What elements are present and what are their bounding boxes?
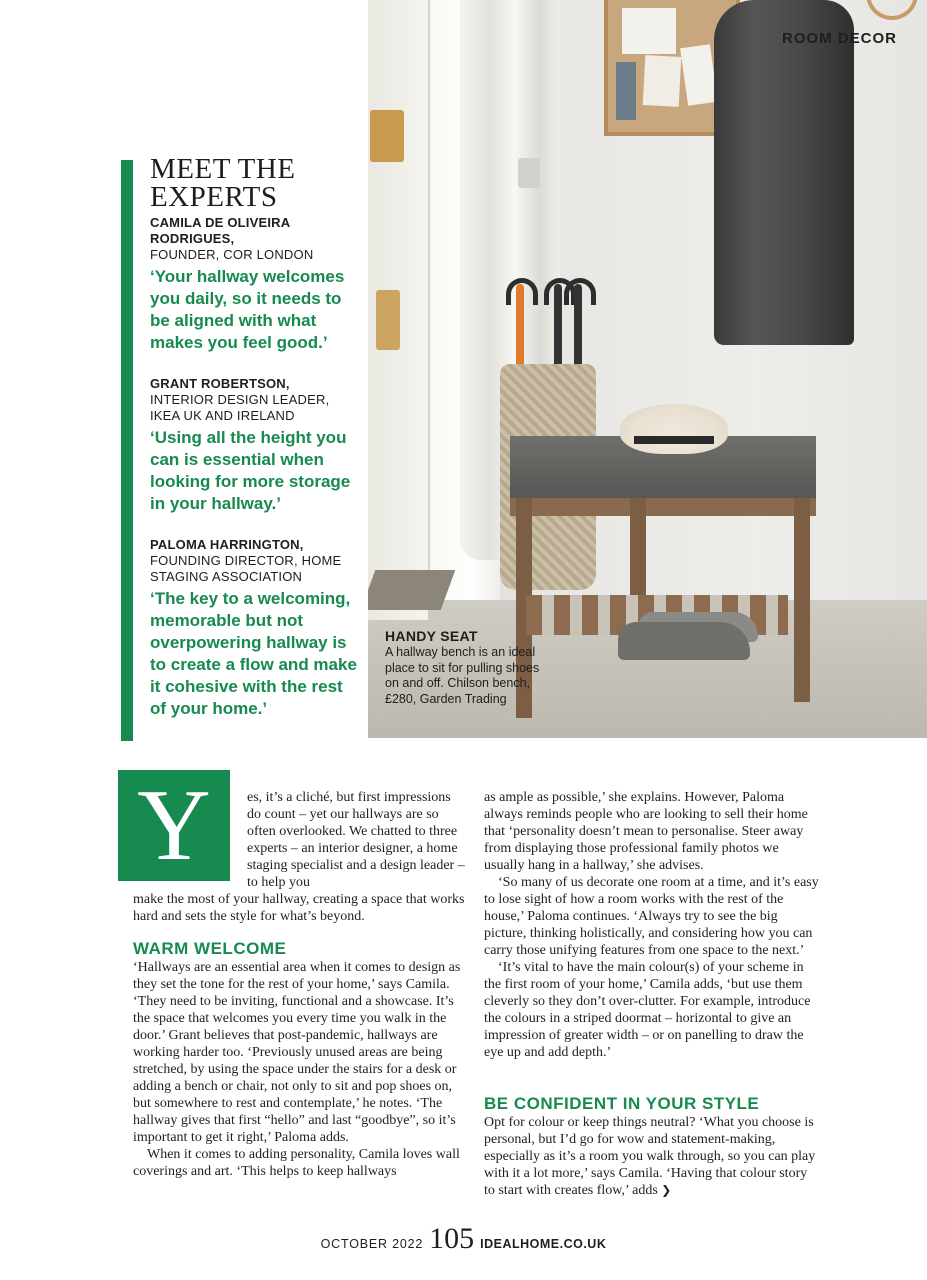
hallway-photo	[368, 0, 927, 738]
photo-bench-leg	[794, 498, 810, 702]
photo-umbrella	[516, 284, 524, 368]
article-lead-beside-dropcap: es, it’s a cliché, but first impressions do count – yet our hallways are so often overlooked. We chatted to three experts – an interior designer, a home staging specialist and a design leader – to help you	[247, 790, 465, 890]
section-label: ROOM DECOR	[782, 30, 897, 47]
photo-doormat	[368, 570, 455, 610]
article-lead-continued: make the most of your hallway, creating a space that works hard and sets the style for what’s beyond.	[133, 892, 465, 924]
subhead-warm-welcome: WARM WELCOME	[133, 939, 287, 958]
article-column-2-lower	[484, 1094, 820, 1199]
experts-title-line1: MEET THE	[150, 153, 296, 185]
photo-umbrella	[554, 284, 562, 368]
expert-quote: ‘Using all the height you can is essential when looking for more storage in your hallway.’	[150, 428, 351, 513]
expert-name: PALOMA HARRINGTON,	[150, 537, 304, 552]
expert-item	[150, 215, 358, 354]
caption-body: A hallway bench is an ideal place to sit for pulling shoes on and off. Chilson bench, £280, Garden Trading	[385, 645, 540, 706]
photo-bench-frame	[510, 498, 816, 516]
experts-title-line2: EXPERTS	[150, 181, 278, 213]
photo-pinned-note	[643, 55, 682, 107]
expert-quote: ‘Your hallway welcomes you daily, so it needs to be aligned with what makes you feel good.’	[150, 267, 345, 352]
expert-name: CAMILA DE OLIVEIRA RODRIGUES,	[150, 215, 290, 246]
photo-coat	[714, 0, 854, 345]
photo-door-latch	[370, 110, 404, 162]
photo-shoe	[618, 622, 750, 660]
article-paragraph: ‘It’s vital to have the main colour(s) of your scheme in the first room of your home,’ Camila adds, ‘but use them cleverly so they don’t over-clutter. For example, introduce the colours in a striped doormat – horizontal to give an impression of greater width – or on panelling to draw the eye up and add depth.’	[484, 960, 811, 1060]
expert-name: GRANT ROBERTSON,	[150, 376, 290, 391]
page-footer	[0, 1224, 927, 1254]
subhead-be-confident: BE CONFIDENT IN YOUR STYLE	[484, 1094, 760, 1113]
drop-cap: Y	[118, 770, 230, 881]
photo-hat-band	[634, 436, 714, 444]
experts-title	[150, 155, 358, 211]
experts-panel	[150, 155, 358, 742]
article-column-1	[133, 939, 467, 1180]
expert-role: FOUNDER, COR LONDON	[150, 247, 314, 262]
caption-title: HANDY SEAT	[385, 628, 478, 644]
article-paragraph: ‘So many of us decorate one room at a time, and it’s easy to lose sight of how a room works with the rest of the house,’ Paloma continues. ‘Always try to see the big picture, thinking holistically, and considering how you can carry those unifying features from one space to the next.’	[484, 875, 819, 958]
continue-arrow-icon: ❯	[661, 1183, 672, 1197]
photo-pinned-photo	[616, 62, 636, 120]
article-paragraph: ‘Hallways are an essential area when it comes to design as they set the tone for the rest of your home,’ says Camila. ‘They need to be inviting, functional and a showcase. It’s the space that welcomes you every time you walk in the door.’ Grant believes that post-pandemic, hallways are working harder too. ‘Previously unused areas are being stretched, by using the space under the stairs for a desk or adding a bench or chair, not only to sit and pop shoes on, but somewhere to rest and contemplate,’ he notes. ‘The hallway gives that first “hello” and last “goodbye”, so it’s important to get it right,’ Paloma adds.	[133, 960, 461, 1145]
expert-role: INTERIOR DESIGN LEADER, IKEA UK AND IRELAND	[150, 392, 330, 423]
footer-issue-date: OCTOBER 2022	[320, 1237, 424, 1251]
article-paragraph: as ample as possible,’ she explains. However, Paloma always reminds people who are looking to sell their home that ‘personality doesn’t mean to personalise. Steer away from displaying those professional family photos we usually hang in a hallway,’ she advises.	[484, 790, 808, 873]
article-paragraph: Opt for colour or keep things neutral? ‘What you choose is personal, but I’d go for wow and statement-making, especially as it’s a room you walk through, so you can play with it a lot more,’ says Camila. ‘Having that colour story to start with creates flow,’ adds ❯	[484, 1115, 816, 1198]
article-column-2	[484, 789, 820, 1061]
footer-website: IDEALHOME.CO.UK	[480, 1237, 607, 1251]
article-paragraph: When it comes to adding personality, Camila loves wall coverings and art. ‘This helps to keep hallways	[133, 1147, 460, 1179]
photo-pinned-note	[622, 8, 676, 54]
photo-hat	[620, 404, 728, 454]
photo-curtain-tieback	[518, 158, 540, 188]
page-number: 105	[429, 1222, 475, 1255]
expert-item	[150, 537, 358, 720]
expert-quote: ‘The key to a welcoming, memorable but not overpowering hallway is to create a flow and make it cohesive with the rest of your home.’	[150, 589, 357, 718]
expert-item	[150, 376, 358, 515]
experts-accent-bar	[121, 160, 133, 741]
expert-role: FOUNDING DIRECTOR, HOME STAGING ASSOCIATION	[150, 553, 342, 584]
photo-caption	[385, 628, 545, 707]
photo-umbrella	[574, 284, 582, 368]
photo-door-handle	[376, 290, 400, 350]
